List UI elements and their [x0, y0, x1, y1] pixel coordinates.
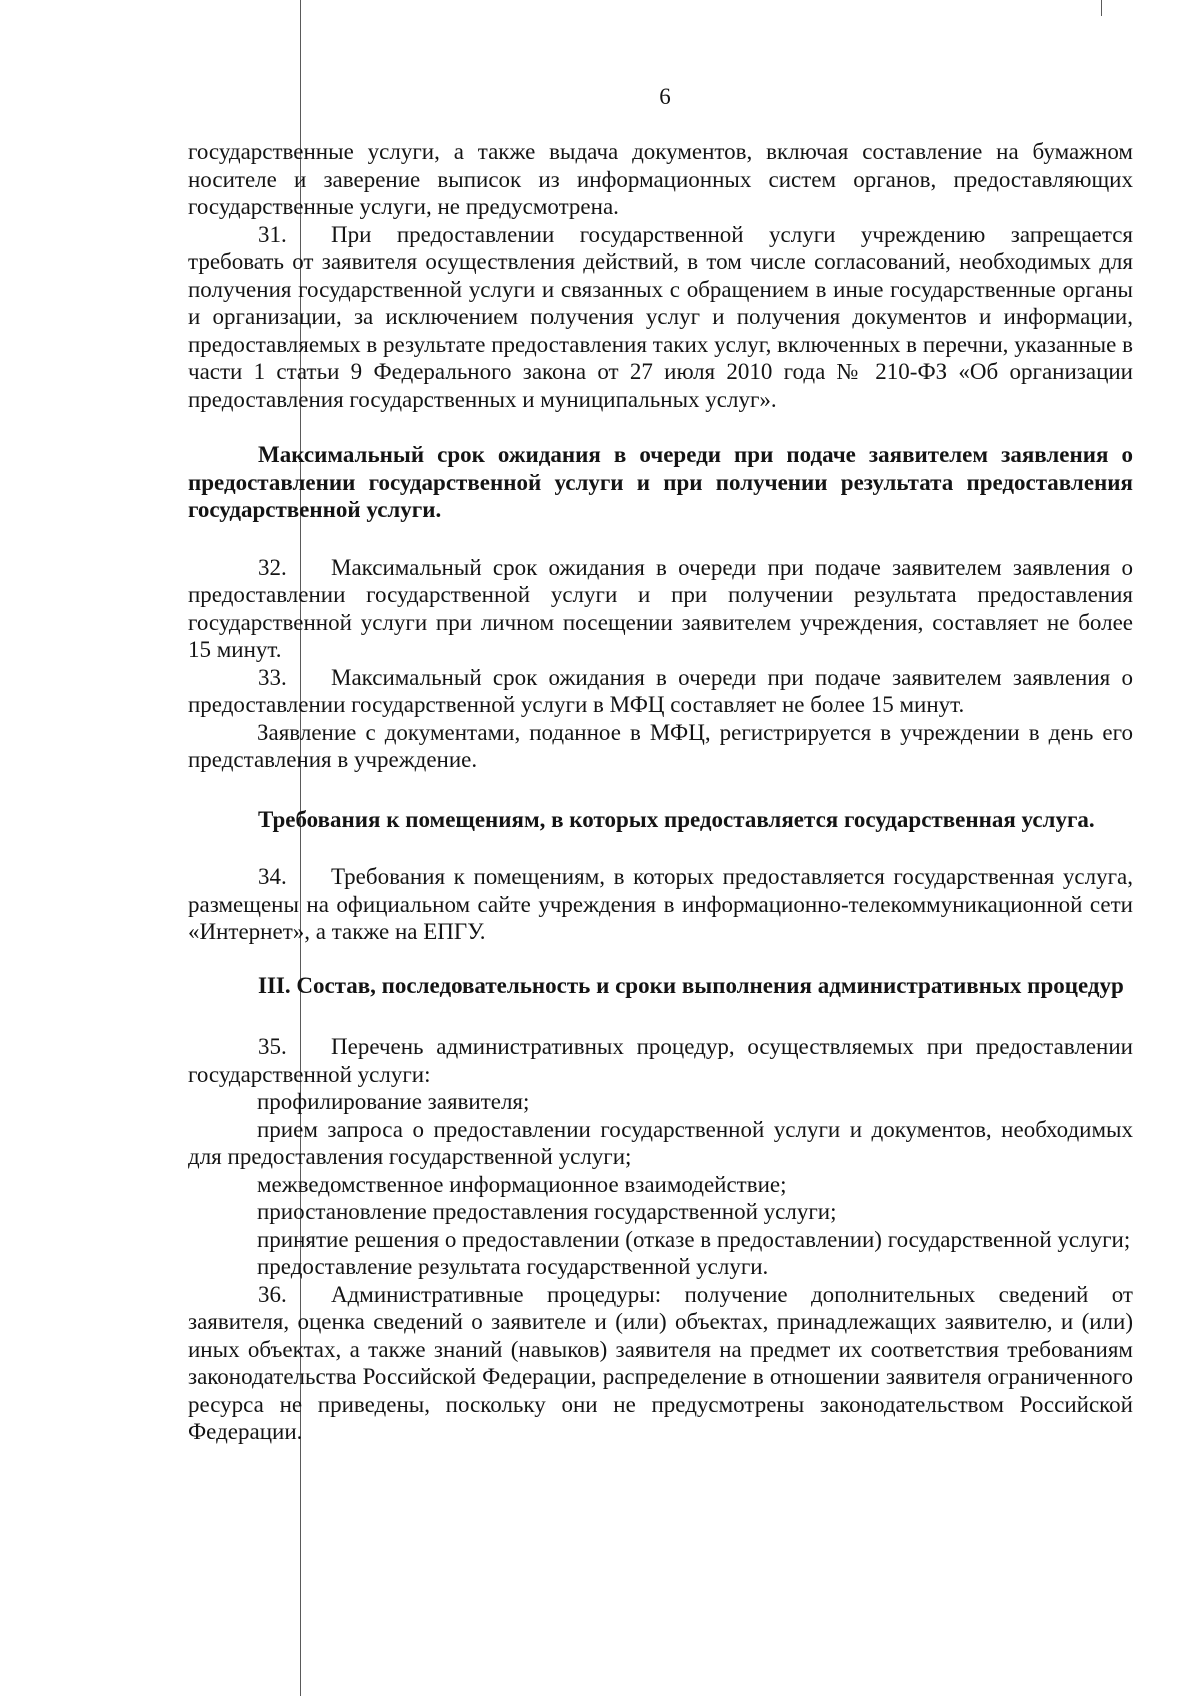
page-number: 6 — [659, 84, 671, 109]
paragraph-31 — [188, 221, 1133, 414]
list-item-procedure: профилирование заявителя; — [257, 1089, 530, 1114]
paragraph-36 — [188, 1281, 1133, 1446]
heading-waiting-time: Максимальный срок ожидания в очереди при подаче заявителем заявления о предоставлении государственной услуги и при получении результата предоставления государственной услуги. — [188, 442, 1133, 522]
list-item-procedure: межведомственное информационное взаимодействие; — [257, 1171, 787, 1197]
paragraph-number: 33. — [258, 664, 287, 690]
document-body — [188, 138, 1133, 1446]
list-item-procedure: предоставление результата государственной услуги. — [257, 1254, 769, 1279]
paragraph-number: 36. — [258, 1281, 287, 1307]
heading-premises: Требования к помещениям, в которых предоставляется государственная услуга. — [258, 806, 1095, 832]
paragraph-text: Максимальный срок ожидания в очереди при подаче заявителем заявления о предоставлении государственной услуги в МФЦ составляет не более 15 минут. — [188, 664, 1133, 717]
paragraph-text: При предоставлении государственной услуги учреждению запрещается требовать от заявителя осуществления действий, в том числе согласований, необходимых для получения государственной услуги и связанных с обращением в иные государственные органы и организации, за исключением получения услуг и получения документов и информации, предоставляемых в результате предоставления таких услуг, включенных в перечни, указанные в части 1 статьи 9 Федерального закона от 27 июля 2010 года № 210-ФЗ «Об организации предоставления государственных и муниципальных услуг». — [188, 221, 1133, 412]
paragraph-number: 35. — [258, 1034, 287, 1059]
paragraph-number: 32. — [258, 554, 287, 580]
paragraph-text: Требования к помещениям, в которых предоставляется государственная услуга, размещены на официальном сайте учреждения в информационно-телекоммуникационной сети «Интернет», а также на ЕПГУ. — [188, 864, 1133, 944]
list-item-procedure: приостановление предоставления государственной услуги; — [257, 1199, 837, 1224]
paragraph-33-registration: Заявление с документами, поданное в МФЦ, регистрируется в учреждении в день его представления в учреждение. — [188, 719, 1133, 772]
paragraph-text: Перечень административных процедур, осуществляемых при предоставлении государственной услуги: — [188, 1034, 1133, 1087]
paragraph-number: 34. — [258, 864, 287, 889]
paragraph-32 — [188, 554, 1133, 664]
paragraph-text: Административные процедуры: получение дополнительных сведений от заявителя, оценка сведений о заявителе и (или) объектах, принадлежащих заявителю, и (или) иных объектах, а также знаний (навыков) заявителя на предмет их соответствия требованиям законодательства Российской Федерации, распределение в отношении заявителя ограниченного ресурса не приведены, поскольку они не предусмотрены законодательством Российской Федерации. — [188, 1281, 1133, 1444]
paragraph-number: 31. — [258, 221, 287, 247]
heading-section-3: III. Состав, последовательность и сроки выполнения административных процедур — [258, 972, 1124, 998]
paragraph-34 — [188, 863, 1133, 946]
continuation-paragraph: государственные услуги, а также выдача документов, включая составление на бумажном носителе и заверение выписок из информационных систем органов, предоставляющих государственные услуги, не предусмотрена. — [188, 139, 1133, 219]
scan-artifact-line-top — [1101, 0, 1102, 16]
paragraph-35 — [188, 1033, 1133, 1088]
list-item-procedure: прием запроса о предоставлении государственной услуги и документов, необходимых для предоставления государственной услуги; — [188, 1116, 1133, 1169]
list-item-procedure: принятие решения о предоставлении (отказе в предоставлении) государственной услуги; — [257, 1226, 1131, 1252]
paragraph-text: Максимальный срок ожидания в очереди при подаче заявителем заявления о предоставлении государственной услуги и при получении результата предоставления государственной услуги при личном посещении заявителем учреждения, составляет не более 15 минут. — [188, 554, 1133, 662]
paragraph-33 — [188, 664, 1133, 719]
